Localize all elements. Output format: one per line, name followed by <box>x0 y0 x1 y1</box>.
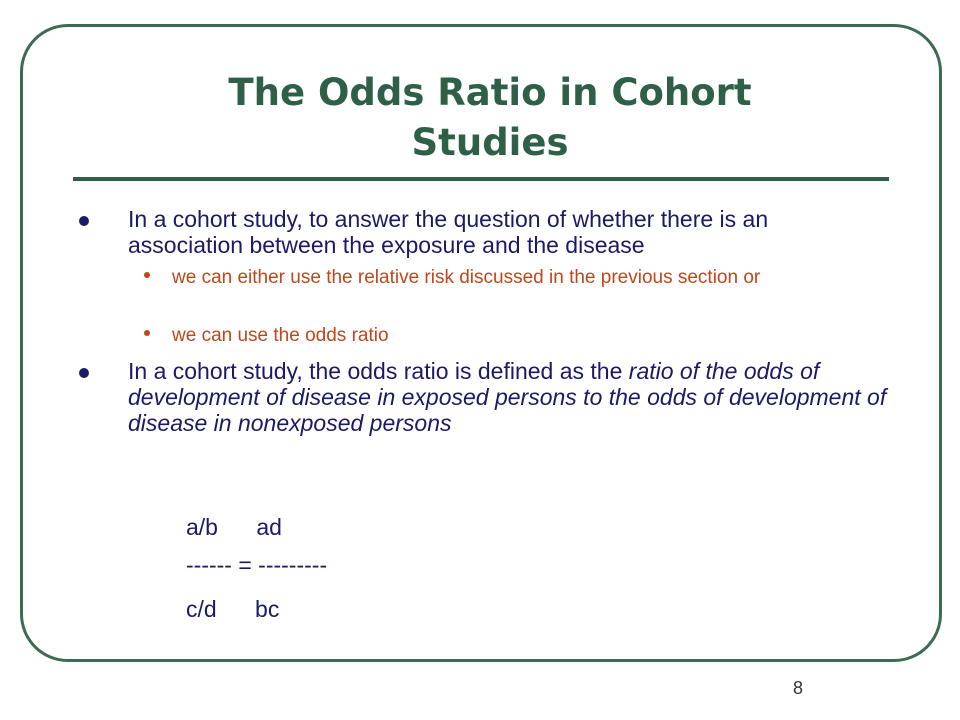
subbullet-1-text: we can either use the relative risk discussed in the previous section or <box>172 267 761 288</box>
bullet-1-text: In a cohort study, to answer the question of whether there is an association between the exposure and the disease <box>128 206 769 258</box>
formula-line-3: c/d bc <box>186 596 280 622</box>
page-number: 8 <box>793 678 804 698</box>
bullet-2-text-plain: In a cohort study, the odds ratio is defined as the <box>128 358 629 384</box>
subbullet-1 <box>172 267 892 288</box>
formula-line-1: a/b ad <box>186 514 282 540</box>
bullet-2 <box>128 358 888 436</box>
slide-title <box>100 68 880 168</box>
subbullet-dot-icon <box>144 330 150 336</box>
subbullet-dot-icon <box>144 272 150 278</box>
title-divider <box>73 177 889 181</box>
slide-title-line-2: Studies <box>411 121 569 164</box>
bullet-dot-icon <box>79 216 89 226</box>
bullet-dot-icon <box>79 368 89 378</box>
subbullet-2 <box>172 325 892 346</box>
bullet-1 <box>128 206 888 258</box>
subbullet-2-text: we can use the odds ratio <box>172 325 389 346</box>
slide-title-line-1: The Odds Ratio in Cohort <box>228 71 752 114</box>
formula-line-2: ------ = --------- <box>186 552 328 578</box>
bullet-2-text-italic: ratio of the odds of development of disease in exposed persons to the odds of development of disease in nonexposed persons <box>128 358 887 436</box>
